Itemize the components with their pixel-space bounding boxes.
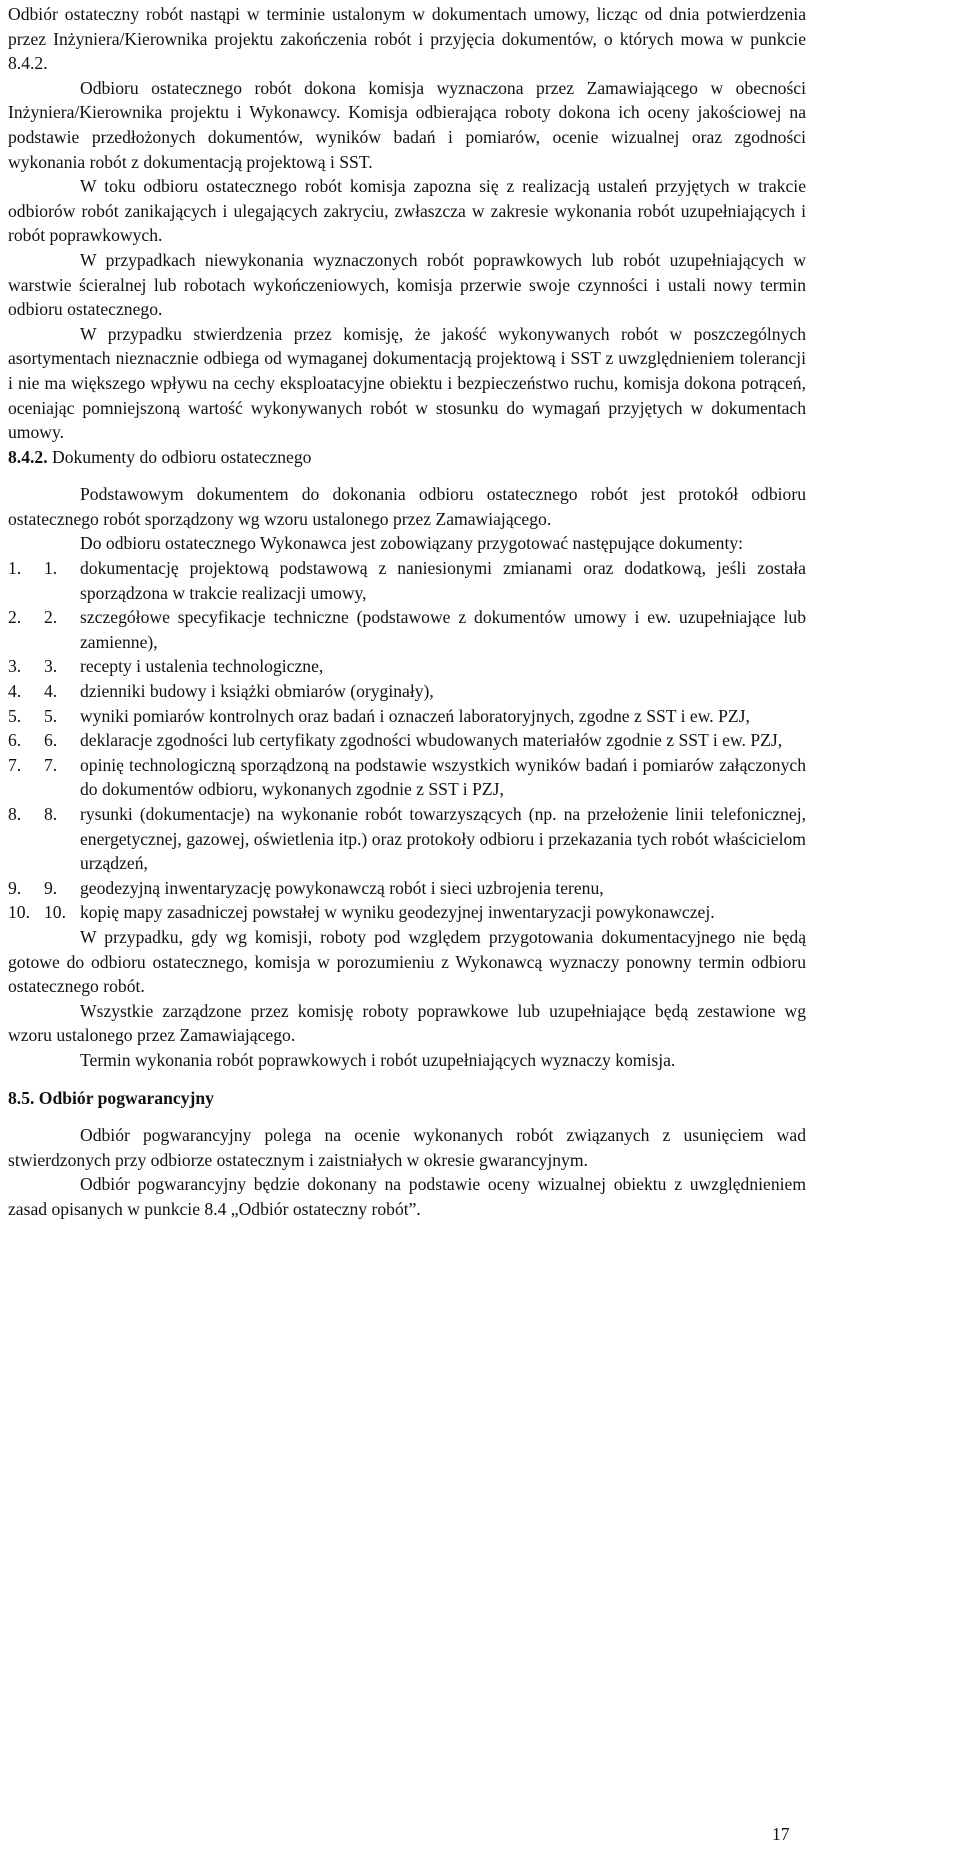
list-number: 6. — [44, 730, 58, 751]
list-number: 1. — [8, 558, 22, 579]
paragraph-corrective-deadline: Termin wykonania robót poprawkowych i robót uzupełniających wyznaczy komisja. — [80, 1049, 676, 1070]
paragraph-post-warranty-2: Odbiór pogwarancyjny będzie dokonany na podstawie oceny wizualnej obiektu z uwzględnieniem zasad opisanych w punkcie 8.4 „Odbiór ostateczny robót”. — [8, 1174, 806, 1219]
page-number: 17 — [772, 1824, 790, 1844]
paragraph-committee-review: W toku odbioru ostatecznego robót komisja zapozna się z realizacją ustaleń przyjętych w trakcie odbiorów robót zanikających i ulegających zakryciu, zwłaszcza w zakresie wykonania robót uzupełniających i robót poprawkowych. — [8, 176, 806, 246]
list-item — [8, 753, 806, 802]
list-number: 7. — [44, 754, 58, 775]
list-item-text: deklaracje zgodności lub certyfikaty zgodności wbudowanych materiałów zgodnie z SST i ew. PZJ, — [80, 730, 783, 751]
list-number: 5. — [8, 705, 22, 726]
list-number: 4. — [8, 681, 22, 702]
list-number: 1. — [44, 558, 58, 579]
paragraph-post-warranty-1: Odbiór pogwarancyjny polega na ocenie wykonanych robót związanych z usunięciem wad stwierdzonych przy odbiorze ostatecznym i zaistniałych w okresie gwarancyjnym. — [8, 1125, 806, 1170]
document-body — [8, 2, 806, 1222]
paragraph-quality-deductions: W przypadku stwierdzenia przez komisję, że jakość wykonywanych robót w poszczególnych asortymentach nieznacznie odbiega od wymaganej dokumentacją projektową i SST z uwzględnieniem tolerancji i nie ma większego wpływu na cechy eksploatacyjne obiektu i bezpieczeństwo ruchu, komisja dokona potrąceń, oceniając pomniejszoną wartość wykonywanych robót w stosunku do wymagań przyjętych w dokumentach umowy. — [8, 323, 806, 443]
list-item — [8, 728, 806, 753]
list-number: 3. — [8, 656, 22, 677]
list-item — [8, 605, 806, 654]
list-number: 4. — [44, 681, 58, 702]
paragraph-basic-document: Podstawowym dokumentem do dokonania odbioru ostatecznego robót jest protokół odbioru ostatecznego robót sporządzony wg wzoru ustalonego przez Zamawiającego. — [8, 484, 806, 529]
list-number: 8. — [8, 804, 22, 824]
section-heading-85: 8.5. Odbiór pogwarancyjny — [8, 1087, 214, 1108]
list-item — [8, 679, 806, 704]
list-number: 9. — [8, 877, 22, 898]
list-item-text: kopię mapy zasadniczej powstałej w wyniku geodezyjnej inwentaryzacji powykonawczej. — [80, 902, 715, 923]
list-number: 10. — [44, 902, 66, 923]
spacer — [8, 1073, 806, 1086]
list-item — [8, 556, 806, 605]
list-item-text: szczegółowe specyfikacje techniczne (podstawowe z dokumentów umowy i ew. uzupełniające lub zamienne), — [80, 607, 806, 652]
section-title: Dokumenty do odbioru ostatecznego — [52, 446, 312, 467]
list-item-text: geodezyjną inwentaryzację powykonawczą robót i sieci uzbrojenia terenu, — [80, 877, 604, 898]
paragraph-required-documents: Do odbioru ostatecznego Wykonawca jest zobowiązany przygotować następujące dokumenty: — [80, 533, 744, 554]
list-item — [8, 876, 806, 901]
paragraph-new-term: W przypadku, gdy wg komisji, roboty pod względem przygotowania dokumentacyjnego nie będą gotowe do odbioru ostatecznego, komisja w porozumieniu z Wykonawcą wyznaczy ponowny termin odbioru ostatecznego robót. — [8, 926, 806, 997]
list-item-text: opinię technologiczną sporządzoną na podstawie wszystkich wyników badań i pomiarów załączonych do dokumentów odbioru, wykonanych zgodnie z SST i PZJ, — [80, 754, 806, 800]
list-number: 8. — [44, 804, 58, 824]
section-heading-842 — [8, 445, 806, 470]
list-number: 5. — [44, 705, 58, 726]
list-item — [8, 704, 806, 729]
section-number: 8.4.2. — [8, 446, 48, 467]
list-number: 2. — [8, 607, 22, 628]
list-item-text: dokumentację projektową podstawową z naniesionymi zmianami oraz dodatkową, jeśli została sporządzona w trakcie realizacji umowy, — [80, 558, 806, 603]
list-item — [8, 900, 806, 925]
list-number: 3. — [44, 656, 58, 677]
list-number: 10. — [8, 902, 30, 923]
spacer — [8, 1110, 806, 1123]
list-item — [8, 654, 806, 679]
list-number: 7. — [8, 754, 22, 775]
list-item-text: recepty i ustalenia technologiczne, — [80, 656, 324, 677]
list-number: 2. — [44, 607, 58, 628]
list-number: 9. — [44, 877, 58, 898]
documents-list — [8, 556, 806, 925]
paragraph-final-acceptance-date: Odbiór ostateczny robót nastąpi w terminie ustalonym w dokumentach umowy, licząc od dnia potwierdzenia przez Inżyniera/Kierownika projektu zakończenia robót i przyjęcia dokumentów, o których mowa w punkcie 8.4.2. — [8, 4, 806, 74]
paragraph-corrective-works: Wszystkie zarządzone przez komisję roboty poprawkowe lub uzupełniające będą zestawione wg wzoru ustalonego przez Zamawiającego. — [8, 1000, 806, 1046]
paragraph-unfinished-works: W przypadkach niewykonania wyznaczonych robót poprawkowych lub robót uzupełniających w warstwie ścieralnej lub robotach wykończeniowych, komisja przerwie swoje czynności i ustali nowy termin odbioru ostatecznego. — [8, 249, 806, 320]
list-item — [8, 802, 806, 876]
list-item-text: wyniki pomiarów kontrolnych oraz badań i oznaczeń laboratoryjnych, zgodne z SST i ew. PZJ, — [80, 705, 750, 726]
list-item-text: dzienniki budowy i książki obmiarów (oryginały), — [80, 681, 434, 702]
list-item-text: rysunki (dokumentacje) na wykonanie robót towarzyszących (np. na przełożenie linii telefonicznej, energetycznej, gazowej, oświetlenia itp.) oraz protokoły odbioru i przekazania tych robót właścicielom urządzeń, — [80, 804, 806, 874]
spacer — [8, 469, 806, 482]
list-number: 6. — [8, 730, 22, 751]
paragraph-acceptance-committee: Odbioru ostatecznego robót dokona komisja wyznaczona przez Zamawiającego w obecności Inżyniera/Kierownika projektu i Wykonawcy. Komisja odbierająca roboty dokona ich oceny jakościowej na podstawie przedłożonych dokumentów, wyników badań i pomiarów, ocenie wizualnej oraz zgodności wykonania robót z dokumentacją projektową i SST. — [8, 77, 806, 172]
